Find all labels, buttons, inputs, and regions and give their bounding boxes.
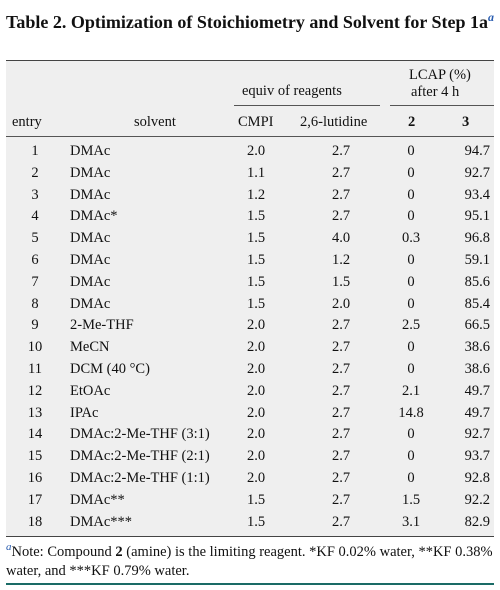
- table-row: [6, 381, 494, 403]
- cell-lcap-2: 0: [407, 426, 415, 443]
- table-title-text: Table 2. Optimization of Stoichiometry and Solvent for Step 1a: [6, 12, 489, 32]
- cell-solvent: EtOAc: [70, 382, 111, 399]
- title-footnote-marker: a: [488, 10, 495, 24]
- cell-lutidine: 2.7: [331, 513, 351, 530]
- cell-solvent: DMAc: [70, 230, 111, 247]
- cell-lcap-3: 92.8: [464, 469, 490, 486]
- header-solvent: solvent: [134, 114, 176, 130]
- cell-lutidine: 2.7: [331, 448, 351, 465]
- cell-entry: 3: [31, 186, 39, 203]
- cell-solvent: DCM (40 °C): [70, 360, 150, 377]
- cell-lcap-2: 2.5: [401, 317, 421, 334]
- cell-lutidine: 2.7: [331, 339, 351, 356]
- cell-solvent: DMAc: [70, 186, 111, 203]
- cell-solvent: 2-Me-THF: [70, 317, 134, 334]
- table-row: [6, 403, 494, 425]
- note-footnote-marker: a: [6, 541, 12, 553]
- table-body: [6, 141, 494, 533]
- cell-solvent: DMAc:2-Me-THF (2:1): [70, 448, 210, 465]
- cell-cmpi: 1.5: [246, 273, 266, 290]
- cell-lutidine: 1.5: [331, 273, 351, 290]
- cell-lcap-3: 66.5: [464, 317, 490, 334]
- table-header: [6, 61, 494, 137]
- header-cmpi: CMPI: [238, 114, 274, 130]
- table-row: [6, 206, 494, 228]
- header-entry: entry: [12, 114, 42, 130]
- cell-entry: 6: [31, 251, 39, 268]
- cell-solvent: DMAc:2-Me-THF (3:1): [70, 426, 210, 443]
- cell-solvent: MeCN: [70, 339, 110, 356]
- table-row: [6, 315, 494, 337]
- header-lcap-3: 3: [462, 114, 470, 130]
- cell-entry: 2: [31, 164, 39, 181]
- cell-cmpi: 2.0: [246, 404, 266, 421]
- header-lcap-line1: LCAP (%): [409, 67, 471, 83]
- cell-lutidine: 4.0: [331, 230, 351, 247]
- header-lutidine: 2,6-lutidine: [300, 114, 368, 130]
- cell-lutidine: 2.7: [331, 208, 351, 225]
- cell-lcap-2: 3.1: [401, 513, 421, 530]
- cell-lcap-3: 92.2: [464, 491, 490, 508]
- cell-entry: 7: [31, 273, 39, 290]
- cell-entry: 16: [27, 469, 43, 486]
- cell-cmpi: 2.0: [246, 426, 266, 443]
- table-row: [6, 272, 494, 294]
- note-compound: 2: [115, 543, 123, 560]
- cell-lutidine: 2.7: [331, 426, 351, 443]
- table-row: [6, 228, 494, 250]
- note-prefix: Note: Compound: [11, 543, 116, 560]
- table-row: [6, 359, 494, 381]
- cell-cmpi: 1.2: [246, 186, 266, 203]
- cell-entry: 4: [31, 208, 39, 225]
- cell-lutidine: 2.7: [331, 360, 351, 377]
- cell-solvent: DMAc: [70, 251, 111, 268]
- cell-solvent: DMAc:2-Me-THF (1:1): [70, 469, 210, 486]
- cell-lcap-3: 93.7: [464, 448, 490, 465]
- note-suffix: (amine) is the limiting reagent. *KF 0.02% water, **KF 0.38% water, and ***KF 0.79% water.: [6, 543, 493, 579]
- table-title: [6, 6, 494, 33]
- header-lcap-line2: after 4 h: [411, 84, 460, 100]
- cell-lcap-2: 0: [407, 273, 415, 290]
- table-row: [6, 337, 494, 359]
- header-bottom-rule: [6, 136, 494, 137]
- cell-lcap-3: 85.4: [464, 295, 490, 312]
- cell-lcap-2: 0: [407, 208, 415, 225]
- cell-entry: 11: [28, 360, 42, 377]
- header-equiv-rule: [234, 105, 380, 106]
- table-row: [6, 294, 494, 316]
- cell-cmpi: 1.5: [246, 491, 266, 508]
- cell-lcap-2: 0: [407, 339, 415, 356]
- cell-lcap-3: 38.6: [464, 360, 490, 377]
- cell-lutidine: 2.7: [331, 143, 351, 159]
- cell-cmpi: 2.0: [246, 382, 266, 399]
- cell-lcap-2: 0: [407, 143, 415, 159]
- cell-entry: 1: [31, 143, 39, 159]
- cell-lcap-2: 14.8: [398, 404, 424, 421]
- cell-cmpi: 2.0: [246, 339, 266, 356]
- cell-lutidine: 2.7: [331, 382, 351, 399]
- table-row: [6, 512, 494, 534]
- cell-entry: 15: [27, 448, 43, 465]
- cell-lcap-3: 96.8: [464, 230, 490, 247]
- cell-solvent: DMAc: [70, 143, 111, 159]
- cell-lcap-2: 1.5: [401, 491, 421, 508]
- cell-cmpi: 1.1: [246, 164, 266, 181]
- cell-lutidine: 2.7: [331, 404, 351, 421]
- table-row: [6, 490, 494, 512]
- table-note: [6, 538, 494, 581]
- cell-lcap-2: 0: [407, 360, 415, 377]
- cell-solvent: IPAc: [70, 404, 99, 421]
- cell-lcap-3: 82.9: [464, 513, 490, 530]
- cell-lcap-2: 0: [407, 295, 415, 312]
- table-row: [6, 163, 494, 185]
- cell-cmpi: 1.5: [246, 251, 266, 268]
- cell-entry: 13: [27, 404, 43, 421]
- cell-solvent: DMAc***: [70, 513, 133, 530]
- table-row: [6, 468, 494, 490]
- cell-lutidine: 2.7: [331, 164, 351, 181]
- header-equiv-group: equiv of reagents: [242, 83, 342, 99]
- bottom-rule: [6, 583, 494, 585]
- cell-cmpi: 1.5: [246, 230, 266, 247]
- table-row: [6, 424, 494, 446]
- cell-cmpi: 2.0: [246, 143, 266, 159]
- cell-entry: 14: [27, 426, 43, 443]
- cell-lcap-3: 49.7: [464, 382, 490, 399]
- data-table: [6, 60, 494, 537]
- cell-cmpi: 2.0: [246, 360, 266, 377]
- cell-lcap-3: 92.7: [464, 426, 490, 443]
- header-lcap-rule: [390, 105, 494, 106]
- cell-lcap-3: 59.1: [464, 251, 490, 268]
- cell-solvent: DMAc: [70, 164, 111, 181]
- cell-lcap-2: 0: [407, 448, 415, 465]
- cell-lutidine: 2.7: [331, 469, 351, 486]
- cell-cmpi: 2.0: [246, 317, 266, 334]
- cell-lcap-2: 0.3: [401, 230, 421, 247]
- cell-lutidine: 2.7: [331, 186, 351, 203]
- header-lcap-2: 2: [408, 114, 416, 130]
- cell-lcap-2: 0: [407, 469, 415, 486]
- cell-lcap-2: 0: [407, 164, 415, 181]
- cell-cmpi: 2.0: [246, 448, 266, 465]
- table-row: [6, 446, 494, 468]
- cell-lcap-3: 38.6: [464, 339, 490, 356]
- cell-lutidine: 2.7: [331, 491, 351, 508]
- cell-solvent: DMAc: [70, 295, 111, 312]
- cell-solvent: DMAc*: [70, 208, 118, 225]
- cell-lcap-2: 0: [407, 186, 415, 203]
- cell-cmpi: 1.5: [246, 295, 266, 312]
- cell-lutidine: 2.0: [331, 295, 351, 312]
- cell-entry: 18: [27, 513, 43, 530]
- cell-lcap-3: 93.4: [464, 186, 490, 203]
- cell-entry: 10: [27, 339, 43, 356]
- cell-lcap-3: 49.7: [464, 404, 490, 421]
- cell-lcap-3: 85.6: [464, 273, 490, 290]
- cell-entry: 5: [31, 230, 39, 247]
- cell-lutidine: 2.7: [331, 317, 351, 334]
- cell-entry: 8: [31, 295, 39, 312]
- cell-lcap-2: 2.1: [401, 382, 421, 399]
- cell-cmpi: 1.5: [246, 208, 266, 225]
- cell-solvent: DMAc: [70, 273, 111, 290]
- cell-lcap-3: 94.7: [464, 143, 490, 159]
- cell-cmpi: 1.5: [246, 513, 266, 530]
- cell-lutidine: 1.2: [331, 251, 351, 268]
- cell-solvent: DMAc**: [70, 491, 125, 508]
- cell-cmpi: 2.0: [246, 469, 266, 486]
- cell-entry: 17: [27, 491, 43, 508]
- cell-entry: 9: [31, 317, 39, 334]
- cell-entry: 12: [27, 382, 43, 399]
- cell-lcap-2: 0: [407, 251, 415, 268]
- table-row: [6, 141, 494, 163]
- cell-lcap-3: 92.7: [464, 164, 490, 181]
- table-row: [6, 250, 494, 272]
- table-row: [6, 185, 494, 207]
- cell-lcap-3: 95.1: [464, 208, 490, 225]
